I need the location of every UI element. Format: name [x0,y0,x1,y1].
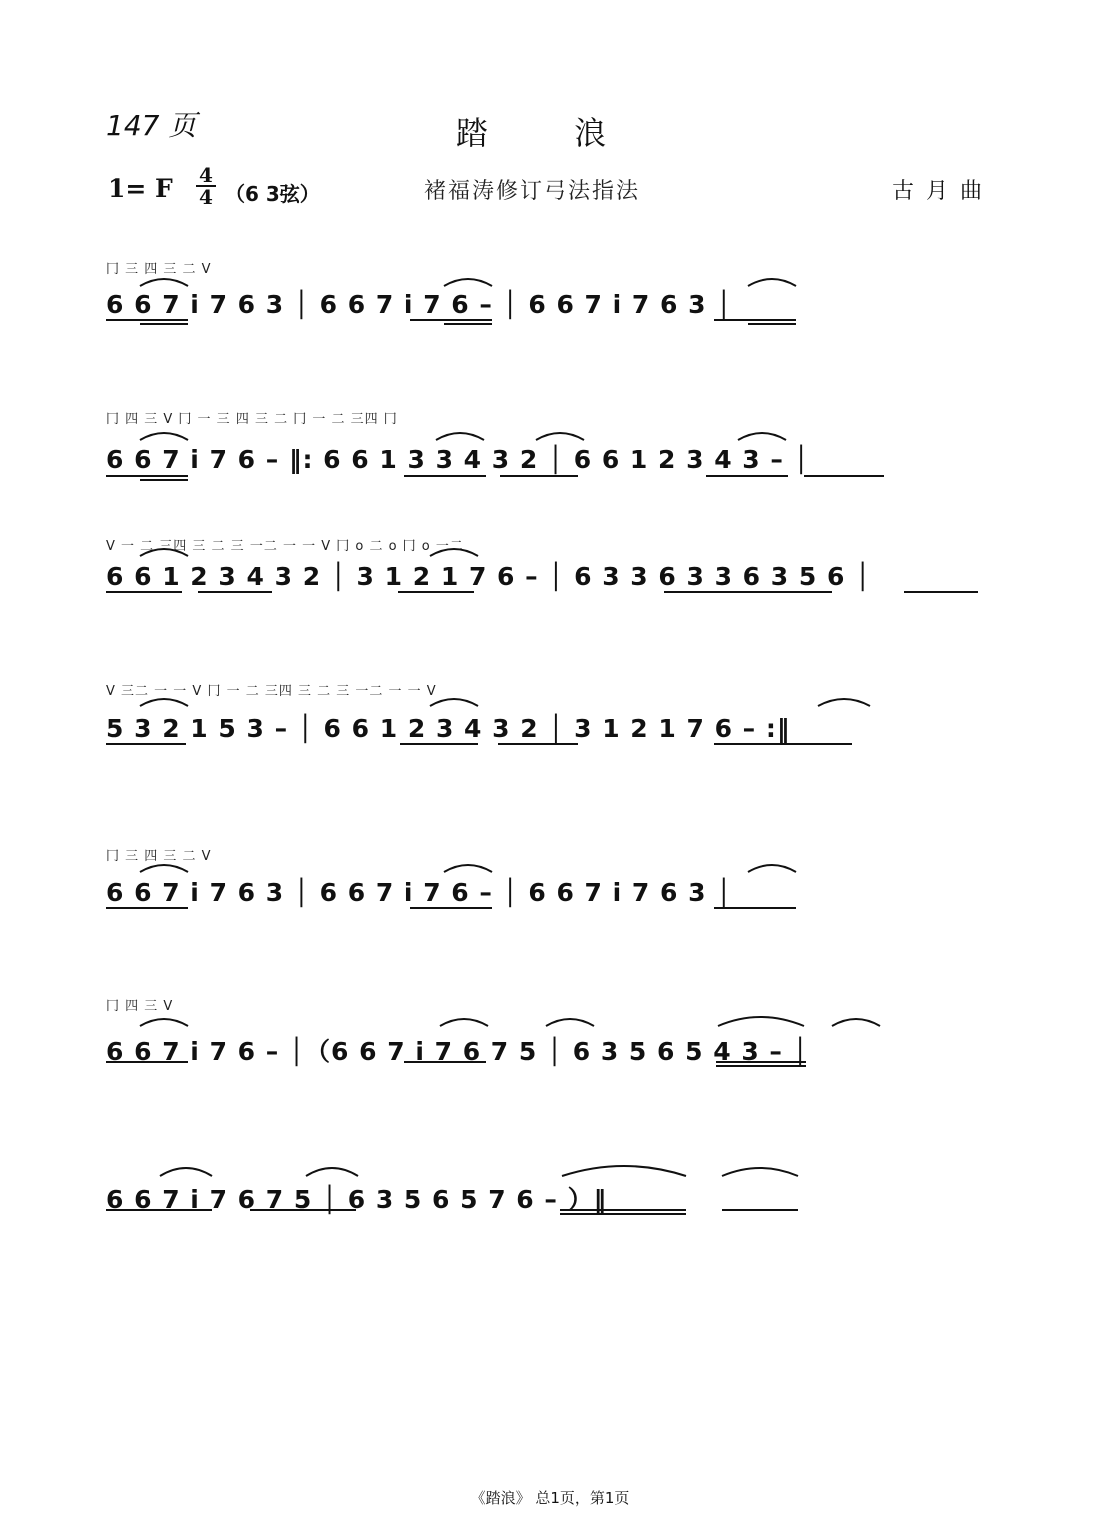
string-tuning: （6 3弦） [225,182,320,206]
notation-line-3: 6 6 1 2 3 4 3 2 │ 3 1 2 1 7 6 – │ 6 3 3 6 3 3 6 3 5 6 │ [106,562,872,591]
notation-line-5: 6 6 7 i 7 6 3 │ 6 6 7 i 7 6 – │ 6 6 7 i 7 6 3 │ [106,878,733,907]
bowing-marks-line-4: V 三二 一 一 V 冂 一 二 三四 三 二 三 一二 一 一 V [106,684,437,699]
bowing-marks-line-2: 冂 四 三 V 冂 一 三 四 三 二 冂 一 二 三四 冂 [106,412,398,427]
reviser-credit: 褚福涛修订弓法指法 [424,179,641,204]
page-title: 踏 浪 [455,114,645,152]
key-signature: 1= F [108,174,173,203]
bowing-marks-line-1: 冂 三 四 三 二 V [106,262,212,277]
bowing-marks-line-5: 冂 三 四 三 二 V [106,849,212,864]
time-signature-bottom: 4 [199,185,213,209]
notation-line-7: 6 6 7 i 7 6 7 5 │ 6 3 5 6 5 7 6 – ）‖ [106,1185,608,1214]
time-signature-top: 4 [199,163,213,187]
composer-credit: 古月曲 [892,179,995,204]
page-label: 147 页 [106,109,197,142]
page-footer: 《踏浪》 总1页，第1页 [470,1489,630,1507]
bowing-marks-line-3: V 一 二 三四 三 二 三 一二 一 一 V 冂 o 二 o 冂 o 一二 [106,539,464,554]
notation-line-6: 6 6 7 i 7 6 – │（6 6 7 i 7 6 7 5 │ 6 3 5 6 5 4 3 – │ [106,1037,809,1066]
notation-line-1: 6 6 7 i 7 6 3 │ 6 6 7 i 7 6 – │ 6 6 7 i 7 6 3 │ [106,290,733,319]
notation-line-4: 5 3 2 1 5 3 – │ 6 6 1 2 3 4 3 2 │ 3 1 2 1 7 6 – :‖ [106,714,791,743]
notation-line-2: 6 6 7 i 7 6 – ‖: 6 6 1 3 3 4 3 2 │ 6 6 1 2 3 4 3 – │ [106,445,810,474]
bowing-marks-line-6: 冂 四 三 V [106,999,174,1014]
